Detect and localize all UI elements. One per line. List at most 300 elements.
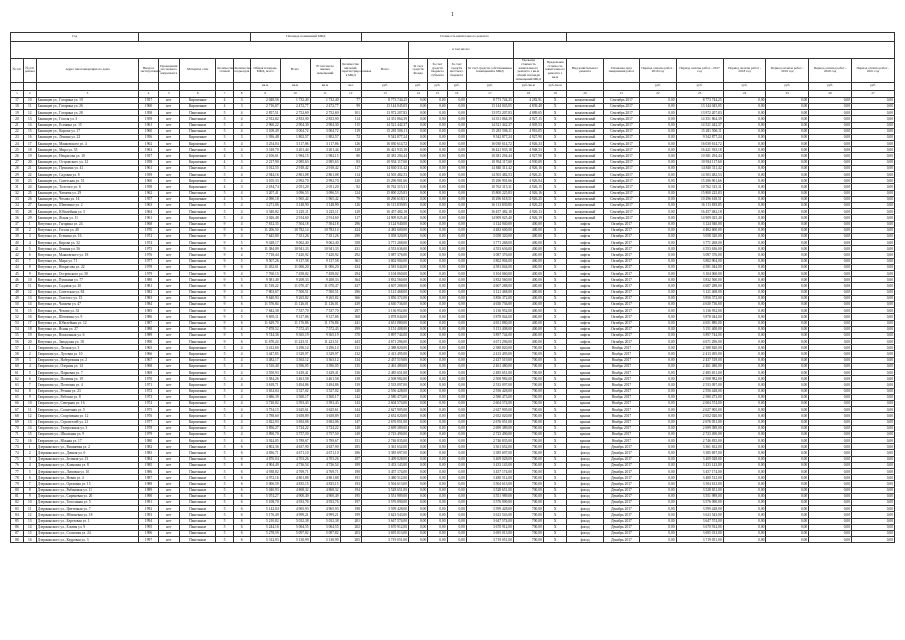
table-cell: 0,00 (409, 116, 428, 122)
table-cell: Х (543, 530, 567, 536)
table-cell: 0,00 (723, 165, 766, 171)
table-cell: 0,00 (447, 103, 466, 109)
table-cell: 23 (23, 178, 36, 184)
table-cell: 4 630 736,00 (466, 301, 513, 307)
table-cell: 80 (340, 153, 361, 159)
table-cell: 87 (11, 530, 24, 536)
table-cell: Кирпичные (180, 419, 216, 425)
table-cell: Октябрь 2017 (603, 320, 639, 326)
table-cell: 0,00 (409, 141, 428, 147)
table-cell: Декабрь 2017 (603, 512, 639, 518)
table-cell: 15 296 901,66 (361, 178, 408, 184)
table-cell: 400,00 (513, 339, 543, 345)
table-cell: 6 (233, 481, 250, 487)
table-cell: Декабрь 2017 (603, 530, 639, 536)
table-cell: 0,00 (723, 141, 766, 147)
table-cell: 0,00 (428, 209, 447, 215)
table-cell: фасад (567, 444, 603, 450)
table-cell: 0,00 (852, 301, 895, 307)
table-cell: 0,00 (852, 345, 895, 351)
table-cell: 4 (23, 240, 36, 246)
table-cell: 3 433 143,00 (466, 462, 513, 468)
table-cell: 0,00 (640, 537, 676, 543)
table-cell: 700,00 (513, 499, 543, 505)
table-cell: Х (543, 518, 567, 524)
table-cell: нет (158, 407, 179, 413)
table-cell: 400,00 (513, 227, 543, 233)
table-cell: 9 265,82 (310, 295, 340, 301)
table-cell: 3 096,53 (280, 190, 310, 196)
address-cell: Ватутина ул., Кирова ул. 32 (36, 240, 139, 246)
table-cell: 2 833,90 (310, 116, 340, 122)
table-cell: 1989 (139, 487, 158, 493)
table-cell: 2 580 473,00 (676, 394, 723, 400)
table-cell: 117 (340, 165, 361, 171)
table-cell: 3 (23, 233, 36, 239)
table-cell: 0,00 (809, 196, 852, 202)
table-cell: лифты (567, 314, 603, 320)
table-cell: 6 (23, 376, 36, 382)
table-cell: 2 912,82 (250, 116, 280, 122)
header-unit-cell: руб. (766, 82, 809, 90)
table-cell: нет (158, 295, 179, 301)
table-cell: 3 385 697,00 (466, 450, 513, 456)
table-cell: 0,00 (723, 308, 766, 314)
table-cell: 0,00 (428, 110, 447, 116)
table-cell: 0,00 (723, 209, 766, 215)
table-cell: 4 926,16 (513, 165, 543, 171)
header-number-cell: 17 (466, 90, 513, 97)
table-cell: 0,00 (766, 530, 809, 536)
table-cell: 4 835,15 (310, 481, 340, 487)
address-cell: Ватутина ул., Мира ул. 71 (36, 258, 139, 264)
table-cell: 0,00 (447, 308, 466, 314)
table-cell: 4 868,32 (280, 487, 310, 493)
table-cell: лифты (567, 301, 603, 307)
table-cell: 14 909 025,40 (676, 215, 723, 221)
header-column-cell: Общая площадь МКД, всего (250, 59, 280, 83)
table-cell: 144 (340, 407, 361, 413)
address-cell: Дзержинского ул., Яблоневая ул. 18 (36, 512, 139, 518)
table-cell: 3 124 940,00 (466, 221, 513, 227)
table-cell: Х (543, 308, 567, 314)
table-cell: 10 296 618,51 (676, 196, 723, 202)
table-cell: 1 965,42 (310, 196, 340, 202)
table-cell: 2 508 982,00 (466, 376, 513, 382)
table-cell: 27 (23, 202, 36, 208)
table-cell: 0,00 (640, 240, 676, 246)
table-cell: 3 117,86 (310, 141, 340, 147)
table-cell: 0,00 (766, 110, 809, 116)
table-cell: 14 351 864,39 (676, 116, 723, 122)
table-cell: Ноябрь 2017 (603, 419, 639, 425)
table-cell: 700,00 (513, 506, 543, 512)
table-cell: 1 (23, 345, 36, 351)
table-cell: 3 856 372,00 (676, 295, 723, 301)
table-cell: 0,00 (409, 493, 428, 499)
table-cell: Ноябрь 2017 (603, 438, 639, 444)
table-cell: 0,00 (852, 462, 895, 468)
table-cell: 2 085,63 (280, 159, 310, 165)
table-cell: Октябрь 2017 (603, 258, 639, 264)
table-cell: лифты (567, 320, 603, 326)
table-cell: 0,00 (766, 246, 809, 252)
table-cell: 0,00 (723, 240, 766, 246)
table-cell: Х (543, 345, 567, 351)
table-cell: Х (543, 388, 567, 394)
table-cell: 3 924,05 (250, 438, 280, 444)
table-cell: 2 556 428,00 (676, 388, 723, 394)
table-cell: 2 699 389,00 (676, 425, 723, 431)
table-cell: 2 652 020,00 (676, 413, 723, 419)
address-cell: Бакинцев ул., Ясная ул. 11 (36, 215, 139, 221)
table-cell: 15 281 506,11 (466, 128, 513, 134)
table-cell: 0,00 (723, 493, 766, 499)
table-cell: 3 757,50 (280, 431, 310, 437)
table-cell: Х (543, 351, 567, 357)
table-cell: 4 965,93 (280, 506, 310, 512)
table-cell: 0,00 (723, 147, 766, 153)
table-cell: 3 789,67 (310, 438, 340, 444)
table-cell: крыша (567, 394, 603, 400)
table-cell: Кирпичные (180, 370, 216, 376)
table-cell: 6 (23, 475, 36, 481)
table-cell: 0,00 (428, 456, 447, 462)
table-cell: 0,00 (723, 283, 766, 289)
table-cell: нет (158, 530, 179, 536)
address-cell: Бакинцев ул., Островского ул. 12 (36, 159, 139, 165)
table-cell: 4 (233, 233, 250, 239)
table-cell: 9 062,40 (280, 240, 310, 246)
table-cell: 20 (23, 339, 36, 345)
table-cell: нет (158, 283, 179, 289)
table-cell: 4 999,21 (310, 512, 340, 518)
table-cell: 1968 (139, 221, 158, 227)
table-cell: 400,00 (513, 314, 543, 320)
table-cell: комплексный (567, 190, 603, 196)
table-cell: Панельные (180, 116, 216, 122)
table-cell: 0,00 (766, 202, 809, 208)
header-column-cell: Плановая дата завершения работ (603, 59, 639, 83)
table-cell: 0,00 (640, 475, 676, 481)
table-cell: 4 (233, 271, 250, 277)
table-cell: Х (543, 215, 567, 221)
table-cell: Октябрь 2017 (603, 246, 639, 252)
table-cell: 0,00 (809, 351, 852, 357)
table-cell: 0,00 (640, 301, 676, 307)
table-cell: 0,00 (852, 289, 895, 295)
table-cell: 5 (216, 202, 233, 208)
address-cell: Гаврилова ул., Школьная ул. 9 (36, 431, 139, 437)
address-cell: Бакинцев ул., Кирова ул. 17 (36, 128, 139, 134)
table-cell: 119 (340, 128, 361, 134)
table-cell: 1992 (139, 506, 158, 512)
table-cell: 4 637,90 (310, 444, 340, 450)
table-cell: 11 006,20 (280, 264, 310, 270)
table-cell: 366 (340, 295, 361, 301)
table-cell: 0,00 (428, 537, 447, 543)
table-cell: 400,00 (513, 308, 543, 314)
table-cell: 0,00 (852, 141, 895, 147)
table-cell: 0,00 (852, 382, 895, 388)
table-cell: 3 104 060,00 (676, 271, 723, 277)
table-cell: лифты (567, 246, 603, 252)
table-cell: 3 136 952,00 (466, 308, 513, 314)
table-cell: 2 914,60 (280, 215, 310, 221)
table-cell: 3 148,90 (310, 202, 340, 208)
table-cell: 0,00 (409, 196, 428, 202)
table-cell: 700,00 (513, 537, 543, 543)
table-cell: 5 (23, 370, 36, 376)
table-cell: 4 (233, 431, 250, 437)
table-cell: 4 927,98 (513, 153, 543, 159)
header-column-cell: Период оплаты работ - 2021 год (852, 59, 895, 83)
table-cell: 0,00 (640, 295, 676, 301)
table-cell: лифты (567, 277, 603, 283)
table-cell: 15 800 225,83 (676, 190, 723, 196)
table-cell: 3 058 320,00 (676, 233, 723, 239)
table-cell: 0,00 (447, 283, 466, 289)
address-cell: Ватутина ул., Островского ул. 30 (36, 271, 139, 277)
table-cell: Х (543, 141, 567, 147)
table-cell: 3 (233, 196, 250, 202)
table-cell: Х (543, 227, 567, 233)
table-cell: 0,00 (447, 190, 466, 196)
table-cell: 0,00 (766, 97, 809, 103)
table-cell: 11 384,09 (250, 246, 280, 252)
address-cell: Бакинцев ул., Толстого ул. 6 (36, 184, 139, 190)
table-cell: 5 (216, 407, 233, 413)
table-cell: 7 537,70 (310, 308, 340, 314)
table-cell: 5 040,93 (250, 487, 280, 493)
table-cell: 2 413 495,00 (466, 351, 513, 357)
table-cell: 5 (216, 388, 233, 394)
table-cell: 3 004,72 (280, 128, 310, 134)
table-cell: 0,00 (766, 388, 809, 394)
table-cell: 3 878 044,00 (676, 314, 723, 320)
table-cell: 3 625,61 (310, 407, 340, 413)
header-unit-cell: руб. (676, 82, 723, 90)
table-cell: 1995 (139, 524, 158, 530)
table-cell: 0,00 (766, 469, 809, 475)
table-cell: 6 (233, 444, 250, 450)
table-cell: 0,00 (640, 134, 676, 140)
table-cell: 0,00 (766, 456, 809, 462)
table-cell: нет (158, 141, 179, 147)
table-cell: 15 (23, 308, 36, 314)
table-cell: 0,00 (428, 475, 447, 481)
table-cell: 400,00 (513, 264, 543, 270)
table-cell: 3 695 013,00 (466, 530, 513, 536)
table-cell: 2 413 495,00 (361, 351, 408, 357)
table-cell: 358 (340, 240, 361, 246)
table-cell: 14 (23, 122, 36, 128)
table-cell: 16 457 482,18 (676, 209, 723, 215)
table-cell: 0,00 (809, 332, 852, 338)
table-cell: 1972 (139, 388, 158, 394)
table-cell: фасад (567, 469, 603, 475)
table-cell: 16 (23, 314, 36, 320)
table-cell: 2 (23, 351, 36, 357)
table-cell: 15 296 901,66 (466, 178, 513, 184)
table-cell: 6 (233, 512, 250, 518)
table-cell: Октябрь 2017 (603, 289, 639, 295)
table-cell: Х (543, 240, 567, 246)
table-cell: 0,00 (852, 103, 895, 109)
table-cell: 4 736,54 (280, 462, 310, 468)
table-cell: 400,00 (513, 252, 543, 258)
table-cell: 0,00 (809, 308, 852, 314)
table-cell: 0,00 (766, 159, 809, 165)
table-cell: нет (158, 289, 179, 295)
table-cell: 0,00 (447, 134, 466, 140)
address-cell: Ватутина ул., Толстого ул. 15 (36, 295, 139, 301)
table-cell: 0,00 (809, 128, 852, 134)
table-cell: комплексный (567, 215, 603, 221)
table-cell: 0,00 (640, 141, 676, 147)
table-cell: 9 542 877,24 (466, 134, 513, 140)
table-cell: Панельные (180, 110, 216, 116)
table-cell: 4 (233, 190, 250, 196)
table-cell: 48 (11, 289, 24, 295)
table-cell: 0,00 (809, 289, 852, 295)
table-cell: 431 (340, 246, 361, 252)
table-cell: 0,00 (809, 122, 852, 128)
table-cell: 0,00 (809, 295, 852, 301)
table-cell: 1970 (139, 376, 158, 382)
table-cell: 1990 (139, 493, 158, 499)
table-cell: Октябрь 2017 (603, 240, 639, 246)
table-cell: 700,00 (513, 351, 543, 357)
table-cell: 0,00 (447, 209, 466, 215)
address-cell: Дзержинского ул., Новая ул. 4 (36, 475, 139, 481)
table-cell: 6 (233, 506, 250, 512)
table-cell: 5 (216, 215, 233, 221)
table-cell: 0,00 (766, 450, 809, 456)
table-cell: 0,00 (428, 469, 447, 475)
table-cell: 3 647 574,00 (466, 518, 513, 524)
table-cell: Кирпичные (180, 345, 216, 351)
table-cell: лифты (567, 240, 603, 246)
table-cell: 370 (340, 332, 361, 338)
table-cell: 56 (11, 339, 24, 345)
table-cell: 6 (233, 537, 250, 543)
table-cell: 0,00 (640, 339, 676, 345)
table-cell: 11 (23, 407, 36, 413)
table-cell: 4 (233, 110, 250, 116)
table-cell: нет (158, 332, 179, 338)
table-cell: 400,00 (513, 246, 543, 252)
table-cell: 9 062,40 (310, 240, 340, 246)
table-cell: 126 (340, 202, 361, 208)
table-cell: нет (158, 382, 179, 388)
table-cell: 0,00 (428, 159, 447, 165)
table-cell: Октябрь 2017 (603, 252, 639, 258)
table-cell: 0,00 (447, 388, 466, 394)
table-cell: 0,00 (640, 450, 676, 456)
table-cell: 0,00 (428, 141, 447, 147)
table-cell: Х (543, 134, 567, 140)
table-cell: Ноябрь 2017 (603, 400, 639, 406)
table-cell: 0,00 (723, 530, 766, 536)
table-cell: Ноябрь 2017 (603, 345, 639, 351)
table-cell: 1980 (139, 438, 158, 444)
table-cell: 0,00 (852, 438, 895, 444)
table-cell: 3 719 051,00 (676, 537, 723, 543)
table-cell: 4 870,04 (250, 456, 280, 462)
table-cell: нет (158, 134, 179, 140)
table-cell: 3 409 028,00 (361, 456, 408, 462)
table-cell: 3 670 912,00 (676, 524, 723, 530)
header-unit-cell (36, 82, 139, 90)
table-cell: 5 (216, 425, 233, 431)
table-cell: нет (158, 202, 179, 208)
table-cell: 3 695 013,00 (361, 530, 408, 536)
table-cell: 3 012,55 (250, 165, 280, 171)
table-cell: 0,00 (640, 394, 676, 400)
table-cell: 0,00 (447, 487, 466, 493)
table-cell: 4 (233, 407, 250, 413)
header-unit-cell: руб. (409, 82, 428, 90)
table-cell: комплексный (567, 122, 603, 128)
table-cell: 3 412,60 (250, 345, 280, 351)
table-cell: 700,00 (513, 518, 543, 524)
table-cell: 0,00 (723, 258, 766, 264)
table-cell: 0,00 (852, 172, 895, 178)
table-cell: 80 (11, 487, 24, 493)
table-cell: 0,00 (852, 271, 895, 277)
table-cell: 0,00 (428, 116, 447, 122)
table-cell: 0,00 (428, 258, 447, 264)
table-cell: 0,00 (809, 481, 852, 487)
table-cell: комплексный (567, 153, 603, 159)
table-cell: 7 420,92 (310, 252, 340, 258)
table-cell: 1981 (139, 283, 158, 289)
table-cell: 9 (216, 277, 233, 283)
table-cell: 17 (23, 320, 36, 326)
table-cell: Х (543, 246, 567, 252)
table-cell: 0,00 (809, 227, 852, 233)
table-cell: 5 (216, 209, 233, 215)
table-cell: Октябрь 2017 (603, 332, 639, 338)
table-cell: 47 (11, 283, 24, 289)
header-number-cell: 3 (36, 90, 139, 97)
table-cell: 1982 (139, 444, 158, 450)
table-cell: 0,00 (809, 438, 852, 444)
table-cell: нет (158, 271, 179, 277)
table-cell: 10 934 117,60 (361, 159, 408, 165)
table-cell: 16 030 614,72 (361, 141, 408, 147)
table-cell: 68 (11, 413, 24, 419)
table-cell: 5 (233, 277, 250, 283)
table-cell: Панельные (180, 190, 216, 196)
table-cell: 5 (216, 469, 233, 475)
header-column-cell: Количество этажей (216, 59, 233, 83)
address-cell: Бакинцев ул., Маяковского ул. 4 (36, 141, 139, 147)
table-cell: 0,00 (640, 400, 676, 406)
table-cell: 3 (233, 103, 250, 109)
table-cell: лифты (567, 326, 603, 332)
table-cell: 5 (233, 295, 250, 301)
table-cell: 0,00 (852, 227, 895, 233)
table-cell: комплексный (567, 178, 603, 184)
table-cell: 0,00 (428, 425, 447, 431)
table-cell: 3 225,11 (310, 209, 340, 215)
table-cell: 0,00 (640, 258, 676, 264)
table-cell: 0,00 (428, 153, 447, 159)
header-column-cell: В том числе жилых помещений (310, 59, 340, 83)
table-cell: 10 296 618,51 (361, 196, 408, 202)
